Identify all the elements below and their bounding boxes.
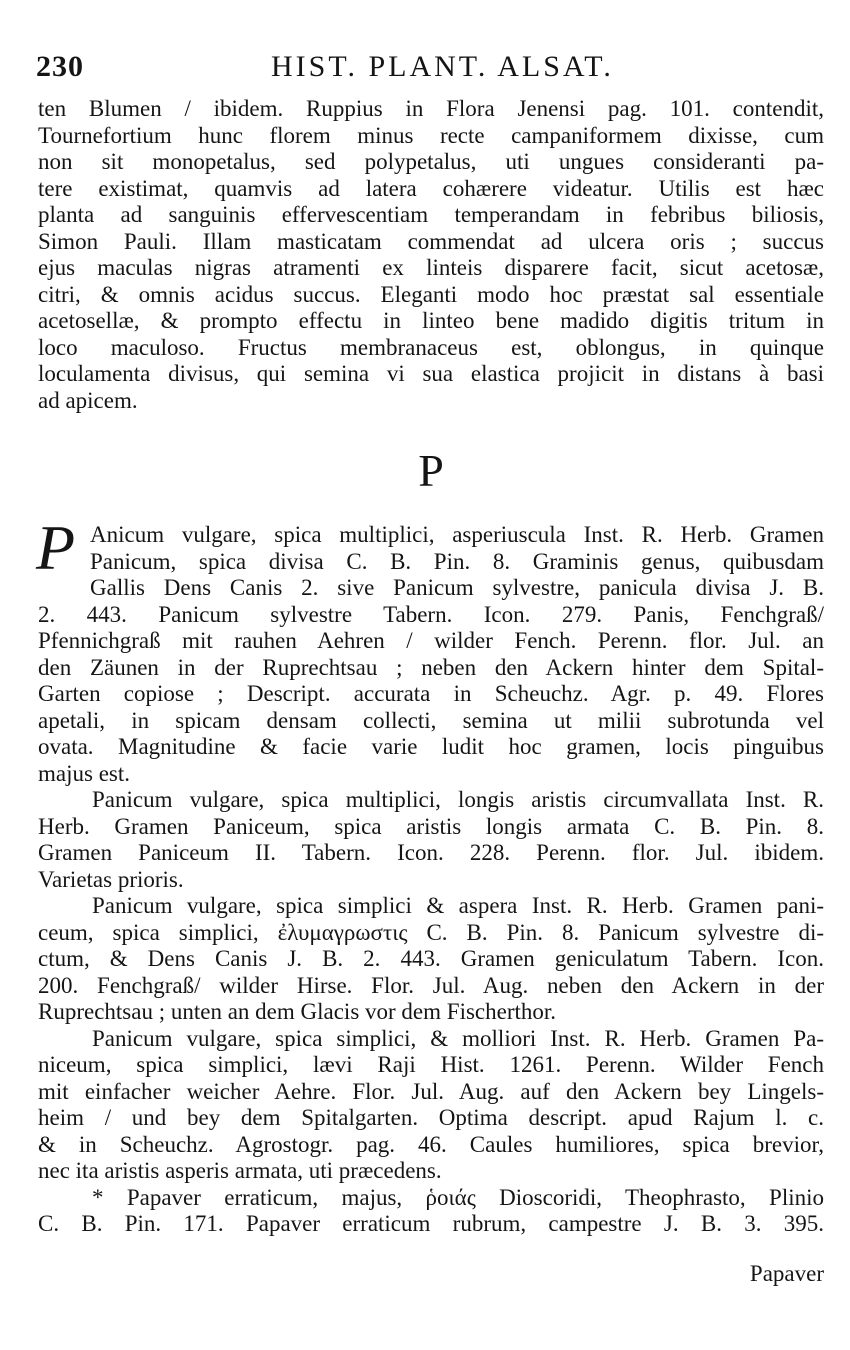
text-line: nec ita aristis asperis armata, uti præcedens.	[38, 1158, 442, 1183]
entry-papaver	[38, 1185, 824, 1238]
page-header	[36, 50, 826, 90]
text-line: Garten copiose ; Descript. accurata in Scheuchz. Agr. p. 49. Flores	[38, 681, 824, 706]
continuation-paragraph	[38, 96, 824, 414]
text-line: ceum, spica simplici, ἐλυμαγρωστις C. B. Pin. 8. Panicum sylvestre di-	[38, 919, 824, 945]
text-line: ovata. Magnitudine & facie varie ludit hoc gramen, locis pinguibus	[38, 734, 824, 759]
text-line: Gallis Dens Canis 2. sive Panicum sylvestre, panicula divisa J. B.	[90, 575, 824, 600]
text-line: Herb. Gramen Paniceum, spica aristis longis armata C. B. Pin. 8.	[38, 813, 824, 839]
text-line: ctum, & Dens Canis J. B. 2. 443. Gramen geniculatum Tabern. Icon.	[38, 946, 824, 971]
text-line: ad apicem.	[38, 387, 138, 413]
text-line: 200. Fenchgraß/ wilder Hirse. Flor. Jul. Aug. neben den Ackern in der	[38, 972, 824, 998]
text-line: mit einfacher weicher Aehre. Flor. Jul. Aug. auf den Ackern bey Lingels-	[38, 1078, 824, 1104]
catchword: Papaver	[749, 1260, 824, 1286]
text-line: loco maculoso. Fructus membranaceus est, oblongus, in quinque	[38, 334, 824, 360]
text-line: Simon Pauli. Illam masticatam commendat ad ulcera oris ; succus	[38, 228, 824, 254]
text-line: non sit monopetalus, sed polypetalus, uti ungues consideranti pa-	[38, 149, 824, 174]
drop-cap: P	[36, 512, 76, 583]
text-line: den Zäunen in der Ruprechtsau ; neben den Ackern hinter dem Spital-	[38, 654, 824, 680]
text-line: Panicum vulgare, spica simplici & aspera Inst. R. Herb. Gramen pani-	[92, 893, 824, 918]
text-line: Gramen Paniceum II. Tabern. Icon. 228. Perenn. flor. Jul. ibidem.	[38, 840, 824, 865]
section-letter: P	[418, 445, 444, 496]
text-line: niceum, spica simplici, lævi Raji Hist. 1261. Perenn. Wilder Fench	[38, 1052, 824, 1077]
text-line: * Papaver erraticum, majus, ῥοιάς Dioscoridi, Theophrasto, Plinio	[92, 1184, 824, 1210]
text-line: Panicum, spica divisa C. B. Pin. 8. Graminis genus, quibusdam	[90, 548, 824, 574]
entry-panicum-3	[38, 893, 824, 1026]
text-line: Ruprechtsau ; unten an dem Glacis vor dem Fischerthor.	[38, 999, 557, 1024]
page-body	[38, 96, 824, 1310]
text-line: Panicum vulgare, spica multiplici, longis aristis circumvallata Inst. R.	[92, 787, 824, 812]
entry-panicum-4	[38, 1026, 824, 1185]
text-line: Tournefortium hunc florem minus recte campaniformem dixisse, cum	[38, 122, 824, 148]
running-title: HIST. PLANT. ALSAT.	[271, 50, 614, 83]
text-line: ten Blumen / ibidem. Ruppius in Flora Jenensi pag. 101. contendit,	[38, 96, 824, 121]
text-line: Varietas prioris.	[38, 866, 184, 892]
text-line: loculamenta divisus, qui semina vi sua elastica projicit in distans à basi	[38, 361, 824, 386]
text-line: ejus maculas nigras atramenti ex linteis disparere facit, sicut acetosæ,	[38, 255, 824, 280]
text-line: majus est.	[38, 760, 130, 786]
text-line: Anicum vulgare, spica multiplici, asperiuscula Inst. R. Herb. Gramen	[90, 522, 824, 547]
text-line: Panicum vulgare, spica simplici, & molliori Inst. R. Herb. Gramen Pa-	[92, 1025, 824, 1051]
text-line: tere existimat, quamvis ad latera cohærere videatur. Utilis est hæc	[38, 175, 824, 201]
text-line: apetali, in spicam densam collecti, semina ut milii subrotunda vel	[38, 707, 824, 733]
text-line: & in Scheuchz. Agrostogr. pag. 46. Caules humiliores, spica brevior,	[38, 1131, 824, 1157]
text-line: Pfennichgraß mit rauhen Aehren / wilder Fench. Perenn. flor. Jul. an	[38, 628, 824, 653]
text-line: 2. 443. Panicum sylvestre Tabern. Icon. 279. Panis, Fenchgraß/	[38, 601, 824, 627]
text-line: citri, & omnis acidus succus. Eleganti modo hoc præstat sal essentiale	[38, 281, 824, 307]
entry-panicum-2	[38, 787, 824, 893]
entry-panicum-1	[36, 512, 824, 787]
text-line: heim / und bey dem Spitalgarten. Optima descript. apud Rajum l. c.	[38, 1105, 824, 1130]
page-number: 230	[36, 50, 84, 83]
text-line: acetosellæ, & prompto effectu in linteo bene madido digitis tritum in	[38, 308, 824, 333]
text-line: C. B. Pin. 171. Papaver erraticum rubrum, campestre J. B. 3. 395.	[38, 1211, 824, 1236]
text-line: planta ad sanguinis effervescentiam temperandam in febribus biliosis,	[38, 202, 824, 227]
